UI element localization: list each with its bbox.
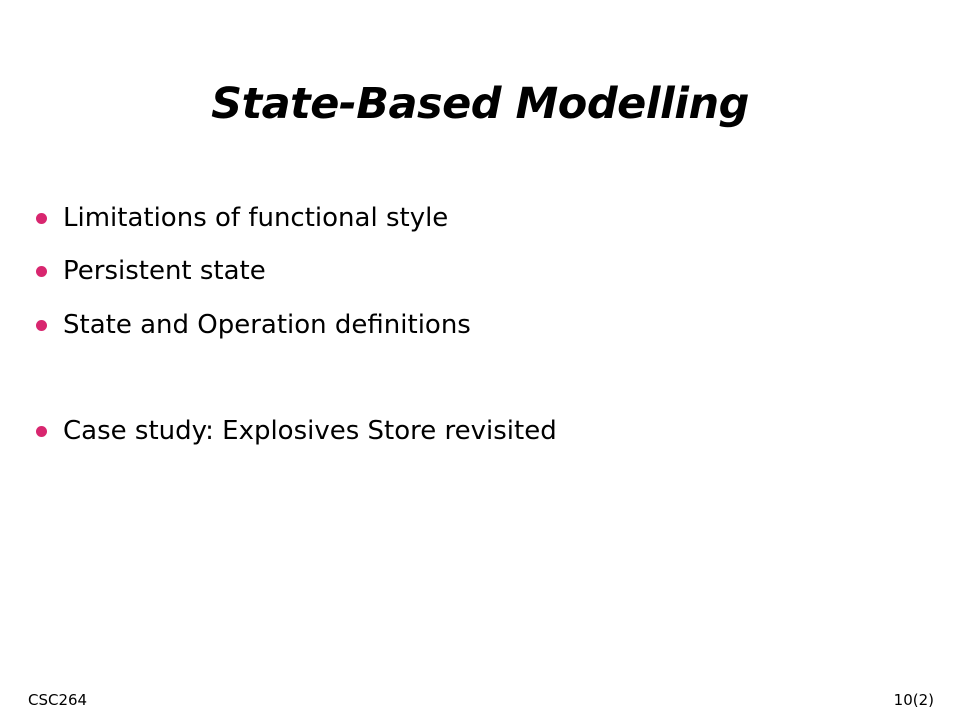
bullet-dot-icon bbox=[36, 266, 47, 277]
bullet-dot-icon bbox=[36, 426, 47, 437]
bullet-item bbox=[36, 307, 471, 343]
bullet-text: Case study: Explosives Store revisited bbox=[63, 416, 557, 446]
bullet-text: State and Operation definitions bbox=[63, 310, 471, 340]
bullet-text: Limitations of functional style bbox=[63, 203, 449, 233]
bullet-text: Persistent state bbox=[63, 256, 266, 286]
bullet-dot-icon bbox=[36, 213, 47, 224]
bullet-item bbox=[36, 413, 557, 449]
bullet-item bbox=[36, 253, 266, 289]
slide-title: State-Based Modelling bbox=[211, 79, 749, 129]
bullet-item bbox=[36, 200, 448, 236]
bullet-dot-icon bbox=[36, 320, 47, 331]
footer-page-number: 10(2) bbox=[893, 691, 934, 709]
footer-course-code: CSC264 bbox=[28, 691, 88, 709]
